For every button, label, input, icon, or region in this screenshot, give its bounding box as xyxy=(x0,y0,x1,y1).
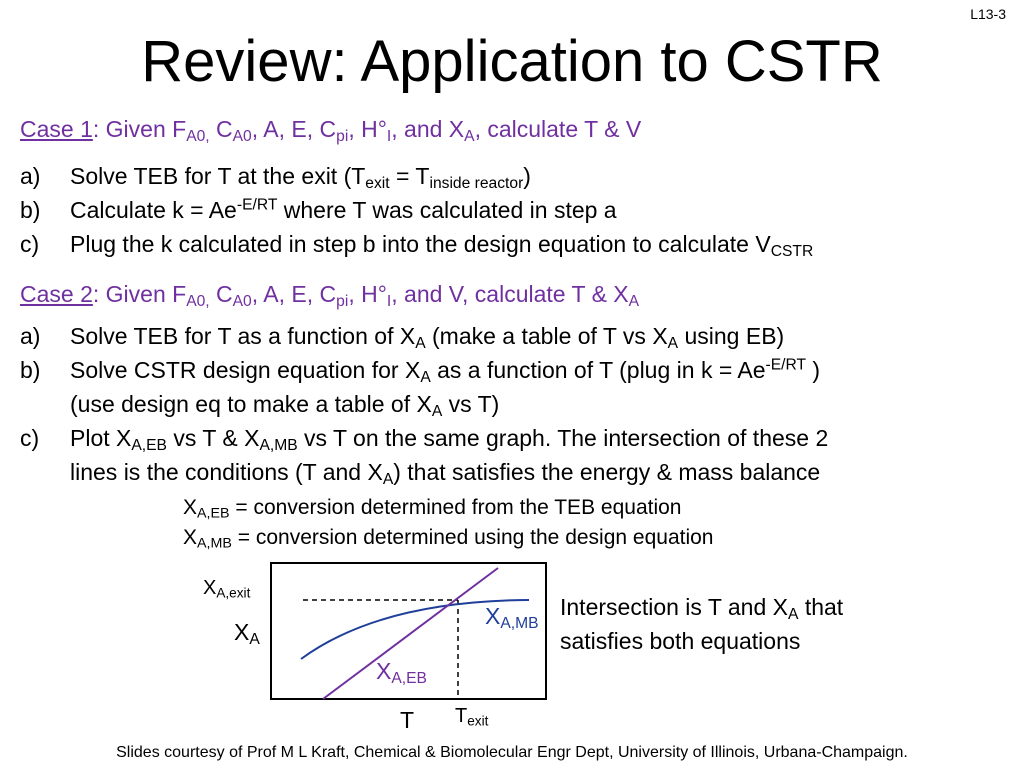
case2-sub2: A0 xyxy=(232,292,252,310)
item-sup: -E/RT xyxy=(236,196,278,214)
item-text: as a function of T (plug in k = Ae xyxy=(430,357,766,383)
case2-mid: , A, E, C xyxy=(251,281,337,307)
case2-label: Case 2 xyxy=(20,281,93,307)
mb-symbol: X xyxy=(485,603,501,629)
item-sub: A,MB xyxy=(259,436,298,454)
case1-sub4: I xyxy=(386,127,392,145)
def-sub: A,MB xyxy=(197,535,232,552)
item-sub: A xyxy=(420,368,431,386)
item-text: Solve TEB for T as a function of X xyxy=(70,323,416,349)
item-text: (make a table of T vs X xyxy=(425,323,668,349)
case2-sub4: I xyxy=(386,292,392,310)
def-symbol: X xyxy=(183,526,198,549)
case2-given: : Given F xyxy=(92,281,187,307)
note-sub: A xyxy=(788,605,799,623)
eb-line-label xyxy=(376,658,427,685)
case1-sub3: pi xyxy=(336,127,349,145)
case2-c: C xyxy=(209,281,233,307)
y-axis-label xyxy=(234,619,260,646)
item-text: Solve TEB for T at the exit (T xyxy=(70,163,366,189)
item-label: c) xyxy=(20,231,40,257)
def-text: = conversion determined from the TEB equation xyxy=(229,496,682,519)
item-sup: -E/RT xyxy=(765,356,807,374)
case1-sub2: A0 xyxy=(232,127,252,145)
item-label: a) xyxy=(20,323,41,349)
case2-sub5: A xyxy=(628,292,640,310)
item-label: a) xyxy=(20,163,41,189)
def-text: = conversion determined using the design equation xyxy=(231,526,714,549)
note-text: that xyxy=(798,594,844,620)
case1-mid: , A, E, C xyxy=(251,116,337,142)
x-tick-sub: exit xyxy=(467,713,489,729)
item-sub: A xyxy=(382,470,394,488)
y-tick-x-exit xyxy=(203,577,250,600)
item-text: (use design eq to make a table of X xyxy=(70,391,432,417)
case1-sub5: A xyxy=(464,127,475,145)
case2-sub3: pi xyxy=(336,292,349,310)
item-text: using EB) xyxy=(678,323,785,349)
y-tick-sub: A,exit xyxy=(216,585,251,601)
item-sub: exit xyxy=(365,174,390,192)
item-label: b) xyxy=(20,357,41,383)
mb-curve-label xyxy=(485,603,539,630)
eb-symbol: X xyxy=(376,658,392,684)
case1-h: , H° xyxy=(348,116,387,142)
case1-given: : Given F xyxy=(92,116,187,142)
item-text: ) that satisfies the energy & mass balance xyxy=(393,459,821,485)
item-sub: CSTR xyxy=(770,242,814,260)
item-text: ) xyxy=(523,163,531,189)
item-text: vs T on the same graph. The intersection of these 2 xyxy=(297,425,829,451)
def-sub: A,EB xyxy=(197,505,230,522)
def-symbol: X xyxy=(183,496,198,519)
item-text: Calculate k = Ae xyxy=(70,197,237,223)
item-text: where T was calculated in step a xyxy=(277,197,617,223)
mb-sub: A,MB xyxy=(500,614,539,632)
item-text: lines is the conditions (T and X xyxy=(70,459,383,485)
item-text: Plug the k calculated in step b into the design equation to calculate V xyxy=(70,231,771,257)
item-sub: A,EB xyxy=(131,436,167,454)
slide-number: L13-3 xyxy=(970,6,1006,22)
case1-label: Case 1 xyxy=(20,116,93,142)
item-sub: A xyxy=(667,334,679,352)
case2-end: , and V, calculate T & X xyxy=(391,281,629,307)
item-text: vs T) xyxy=(442,391,500,417)
case1-end: , and X xyxy=(391,116,465,142)
y-axis-symbol: X xyxy=(234,619,250,645)
x-tick-t-exit xyxy=(455,705,488,728)
item-text: Solve CSTR design equation for X xyxy=(70,357,421,383)
case2-sub1: A0, xyxy=(186,292,210,310)
case1-sub1: A0, xyxy=(186,127,210,145)
item-text: ) xyxy=(806,357,821,383)
item-text: Plot X xyxy=(70,425,132,451)
case2-h: , H° xyxy=(348,281,387,307)
x-tick-symbol: T xyxy=(455,705,468,727)
item-text: = T xyxy=(389,163,430,189)
item-label: c) xyxy=(20,425,40,451)
item-label: b) xyxy=(20,197,41,223)
item-sub: inside reactor xyxy=(429,174,524,192)
case1-tail: , calculate T & V xyxy=(474,116,642,142)
y-axis-sub: A xyxy=(249,630,260,648)
slide-title: Review: Application to CSTR xyxy=(141,29,883,94)
item-sub: A xyxy=(415,334,426,352)
footer-credit: Slides courtesy of Prof M L Kraft, Chemical & Biomolecular Engr Dept, University of Illinois, Urbana-Champaign. xyxy=(116,744,908,761)
case1-c: C xyxy=(209,116,233,142)
intersection-note-line1 xyxy=(560,594,843,621)
eb-sub: A,EB xyxy=(391,669,427,687)
item-sub: A xyxy=(431,402,443,420)
note-text: Intersection is T and X xyxy=(560,594,789,620)
intersection-note-line2: satisfies both equations xyxy=(560,628,801,654)
y-tick-symbol: X xyxy=(203,577,217,599)
item-text: vs T & X xyxy=(166,425,260,451)
x-axis-label: T xyxy=(400,707,415,733)
